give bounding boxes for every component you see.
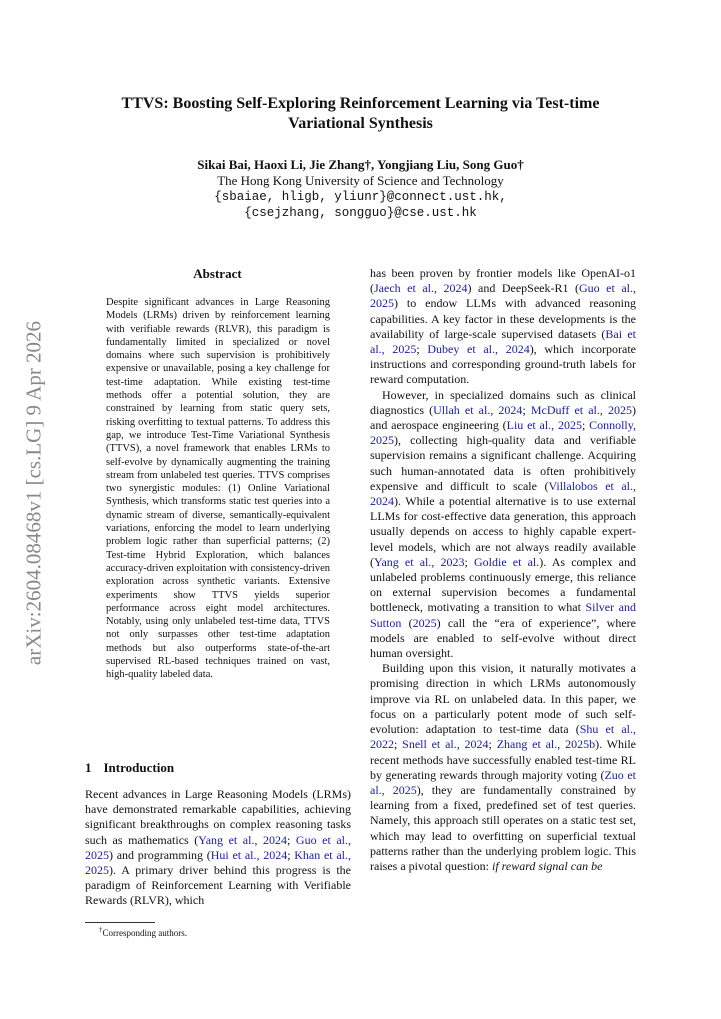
citation-link[interactable]: 2025 xyxy=(412,615,437,630)
intro-text: ) and programming ( xyxy=(109,847,211,862)
section-title: Introduction xyxy=(103,760,175,775)
affiliation: The Hong Kong University of Science and Technology xyxy=(217,173,504,188)
body-text: ), which incorporate instructions and corresponding ground-truth labels for reward computation. xyxy=(370,342,636,387)
citation-link[interactable]: Liu et al., 2025 xyxy=(506,418,582,433)
body-paragraph xyxy=(370,266,636,388)
citation-link[interactable]: Khan et al., 2025 xyxy=(85,847,351,878)
citation-link[interactable]: Zuo et al., 2025 xyxy=(370,767,636,797)
abstract-text: Despite significant advances in Large Reasoning Models (LRMs) driven by reinforcement learning with verifiable rewards (RLVR), this paradigm is fundamentally limited in specialized or novel domains where such supervision is prohibitively expensive or unavailable, posing a key challenge for test-time adaptation. While existing test-time methods offer a potential solution, they are constrained by learning from static query sets, risking overfitting to textual patterns. To address this gap, we introduce Test-Time Variational Synthesis (TTVS), a novel framework that enables LRMs to self-evolve by dynamically augmenting the training stream from unlabeled test queries. TTVS comprises two synergistic modules: (1) Online Variational Synthesis, which transforms static test queries into a dynamic stream of diverse, semantically-equivalent variations, enforcing the model to learn underlying problem logic rather than superficial patterns; (2) Test-time Hybrid Exploration, which balances accuracy-driven exploitation with consistency-driven exploration across synthetic variants. Extensive experiments show TTVS yields superior performance across eight model architectures. Notably, using only unlabeled test-time data, TTVS not only surpasses other test-time adaptation methods but also outperforms state-of-the-art supervised RL-based techniques trained on vast, high-quality labeled data. xyxy=(106,297,330,681)
body-text: ) and aerospace engineering ( xyxy=(370,402,636,433)
citation-link[interactable]: Silver and Sutton xyxy=(370,600,636,630)
citation-link[interactable]: Hui et al., 2024 xyxy=(210,847,288,862)
citation-separator: ; xyxy=(522,402,531,417)
citation-link[interactable]: Dubey et al., 2024 xyxy=(427,342,530,357)
footnote-text: Corresponding authors. xyxy=(102,928,187,938)
citation-separator: ; xyxy=(287,832,296,847)
author-names: Sikai Bai, Haoxi Li, Jie Zhang†, Yongjiang Liu, Song Guo† xyxy=(197,157,524,172)
body-text: ), they are fundamentally constrained by learning from a fixed, predefined set of test queries. Namely, this approach still operates on a static test set, which may lead to overfitting on superficial textual patterns rather than the underlying problem logic. This raises a pivotal question: xyxy=(370,782,636,873)
email-line-2[interactable]: {csejzhang, songguo}@cse.ust.hk xyxy=(244,206,477,220)
citation-link[interactable]: Connolly, 2025 xyxy=(370,418,636,448)
abstract-heading: Abstract xyxy=(193,266,242,281)
citation-separator: ( xyxy=(401,615,413,630)
right-column xyxy=(370,266,636,874)
citation-separator: ; xyxy=(581,418,590,433)
author-block xyxy=(85,157,636,221)
citation-link[interactable]: Shu et al., 2022 xyxy=(370,722,636,752)
citation-link[interactable]: Ullah et al., 2024 xyxy=(433,402,523,417)
body-text: ) call the “era of experience”, where models are enabled to self-evolve without direct human oversight. xyxy=(370,615,636,661)
section-heading xyxy=(85,760,174,776)
body-text: Building upon this vision, it naturally motivates a promising direction in which LRMs autonomously improve via RL on unlabeled data. In this paper, we focus on a particularly potent mode of such self-evolution: adaptation to test-time data ( xyxy=(370,661,636,737)
citation-link[interactable]: Bai et al., 2025 xyxy=(370,326,637,357)
citation-link[interactable]: Villalobos et al., 2024 xyxy=(370,478,636,509)
footnote-rule xyxy=(85,922,155,923)
paper-title: TTVS: Boosting Self-Exploring Reinforcement Learning via Test-time Variational Synthesis xyxy=(121,95,600,132)
intro-text: ). A primary driver behind this progress is the paradigm of Reinforcement Learning with Verifiable Rewards (RLVR), which xyxy=(85,863,351,908)
intro-text: Recent advances in Large Reasoning Models (LRMs) have demonstrated remarkable capabilities, achieving significant breakthroughs on complex reasoning tasks such as mathematics ( xyxy=(85,787,351,847)
body-text: However, in specialized domains such as clinical diagnostics ( xyxy=(370,387,636,417)
arxiv-sidebar xyxy=(18,293,50,693)
emphasized-text: if reward signal can be xyxy=(491,858,603,873)
citation-separator: ; xyxy=(464,554,475,569)
arxiv-identifier: arXiv:2604.08468v1 [cs.LG] 9 Apr 2026 xyxy=(21,320,46,666)
body-text: ) to endow LLMs with advanced reasoning capabilities. A key factor in these developments is the availability of large-scale supervised datasets ( xyxy=(370,296,636,341)
citation-link[interactable]: Yang et al., 2023 xyxy=(374,554,465,569)
citation-link[interactable]: McDuff et al., 2025 xyxy=(530,402,632,417)
footnote-mark: † xyxy=(99,926,103,934)
footnote xyxy=(99,926,187,938)
section-number: 1 xyxy=(85,760,92,775)
citation-link[interactable]: Jaech et al., 2024 xyxy=(374,281,468,296)
citation-link[interactable]: Snell et al., 2024 xyxy=(402,737,489,752)
body-text: ). As complex and unlabeled problems continuously emerge, this reliance on external supervision becomes a fundamental bottleneck, motivating a transition to what xyxy=(370,554,637,615)
citation-separator: ; xyxy=(416,342,428,357)
citation-link[interactable]: Yang et al., 2024 xyxy=(198,832,288,847)
body-text: ). While a potential alternative is to use external LLMs for cost-effective data generation, this approach usually depends on access to highly capable expert-level models, which are not always readily available ( xyxy=(370,494,636,569)
body-paragraph xyxy=(370,661,636,874)
body-text: ), collecting high-quality data and verifiable supervision remains a significant challenge. Acquiring such human-annotated data is often prohibitively expensive and difficult to scale ( xyxy=(370,433,636,493)
intro-paragraph xyxy=(85,787,351,909)
citation-link[interactable]: Goldie et al. xyxy=(474,554,540,569)
body-paragraph xyxy=(370,388,636,662)
citation-link[interactable]: Zhang et al., 2025b xyxy=(496,737,596,752)
citation-separator: ; xyxy=(394,737,403,752)
citation-link[interactable]: Guo et al., 2025 xyxy=(85,832,351,862)
citation-link[interactable]: Guo et al., 2025 xyxy=(370,281,637,311)
citation-separator: ; xyxy=(488,737,497,752)
body-text: ). While recent methods have successfully enabled test-time RL by generating rewards through majority voting ( xyxy=(370,737,636,782)
body-text: ) and DeepSeek-R1 ( xyxy=(467,281,579,296)
body-text: has been proven by frontier models like OpenAI-o1 ( xyxy=(370,266,636,296)
email-line-1[interactable]: {sbaiae, hligb, yliunr}@connect.ust.hk, xyxy=(214,190,507,204)
citation-separator: ; xyxy=(287,847,295,862)
